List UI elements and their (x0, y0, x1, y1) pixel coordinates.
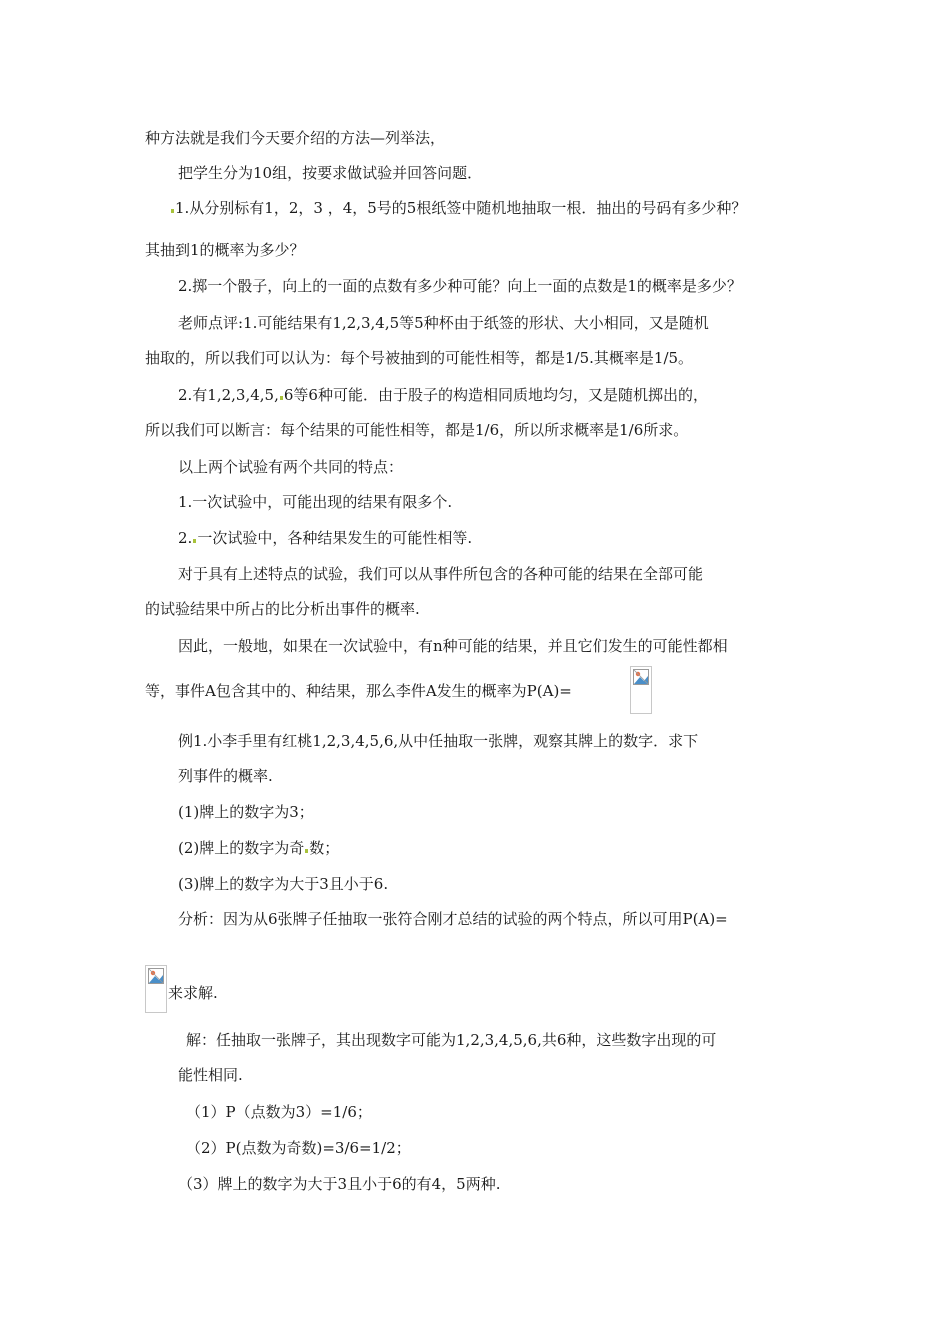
text-line: 1.一次试验中，可能出现的结果有限多个. (178, 493, 453, 511)
text-line: 解：任抽取一张牌子，其出现数字可能为1,2,3,4,5,6,共6种，这些数字出现的可 (186, 1031, 717, 1049)
text-line: 的试验结果中所占的比分析出事件的概率. (145, 600, 420, 618)
text-line: 2.有1,2,3,4,5, 6等6种可能．由于股子的构造相同质地均匀，又是随机掷出的， (178, 386, 708, 404)
text-line: 1.从分别标有1，2，3 ，4，5号的5根纸签中随机地抽取一根．抽出的号码有多少种？ (170, 198, 746, 218)
text-line: 老师点评:1.可能结果有1,2,3,4,5等5种杯由于纸签的形状、大小相同，又是随机 (178, 314, 709, 332)
text-line: 抽取的，所以我们可以认为：每个号被抽到的可能性相等，都是1/5.其概率是1/5。 (145, 349, 694, 367)
broken-image-icon (630, 666, 652, 714)
text-line: 来求解. (168, 984, 218, 1002)
text-line: （2）P(点数为奇数)=3/6=1/2； (186, 1139, 411, 1157)
text-line: 列事件的概率. (178, 767, 273, 785)
text-line: 例1.小李手里有红桃1,2,3,4,5,6,从中任抽取一张牌，观察其牌上的数字．求下 (178, 732, 699, 750)
text-line: 2. 一次试验中，各种结果发生的可能性相等. (178, 529, 473, 547)
text-line: 因此，一般地，如果在一次试验中，有n种可能的结果，并且它们发生的可能性都相 (178, 637, 728, 655)
text-line: 分析：因为从6张牌子任抽取一张符合刚才总结的试验的两个特点，所以可用P(A)= (178, 910, 728, 928)
text-line: 2.掷一个骰子，向上的一面的点数有多少种可能？向上一面的点数是1的概率是多少？ (178, 277, 742, 295)
text-line: (2)牌上的数字为奇 数； (178, 839, 340, 857)
text-line: （3）牌上的数字为大于3且小于6的有4，5两种. (178, 1175, 501, 1193)
highlight-mark (305, 849, 308, 853)
text-line: 种方法就是我们今天要介绍的方法—列举法， (145, 129, 446, 147)
highlight-mark (280, 396, 283, 400)
text-line: 对于具有上述特点的试验，我们可以从事件所包含的各种可能的结果在全部可能 (178, 565, 704, 583)
text-line: 以上两个试验有两个共同的特点： (178, 458, 404, 476)
text-line: 等，事件A包含其中的、种结果，那么李件A发生的概率为P(A)= (145, 682, 572, 700)
text-line: 把学生分为10组，按要求做试验并回答问题． (178, 164, 483, 182)
highlight-mark (193, 539, 196, 543)
text-line: 所以我们可以断言：每个结果的可能性相等，都是1/6，所以所求概率是1/6所求。 (145, 421, 689, 439)
text-line: 能性相同. (178, 1066, 243, 1084)
text-line: 其抽到1的概率为多少？ (145, 241, 305, 259)
broken-image-icon (145, 965, 167, 1013)
highlight-mark (171, 209, 174, 213)
text-line: (1)牌上的数字为3； (178, 803, 314, 821)
text-line: （1）P（点数为3）=1/6； (186, 1103, 372, 1121)
text-line: (3)牌上的数字为大于3且小于6. (178, 875, 389, 893)
